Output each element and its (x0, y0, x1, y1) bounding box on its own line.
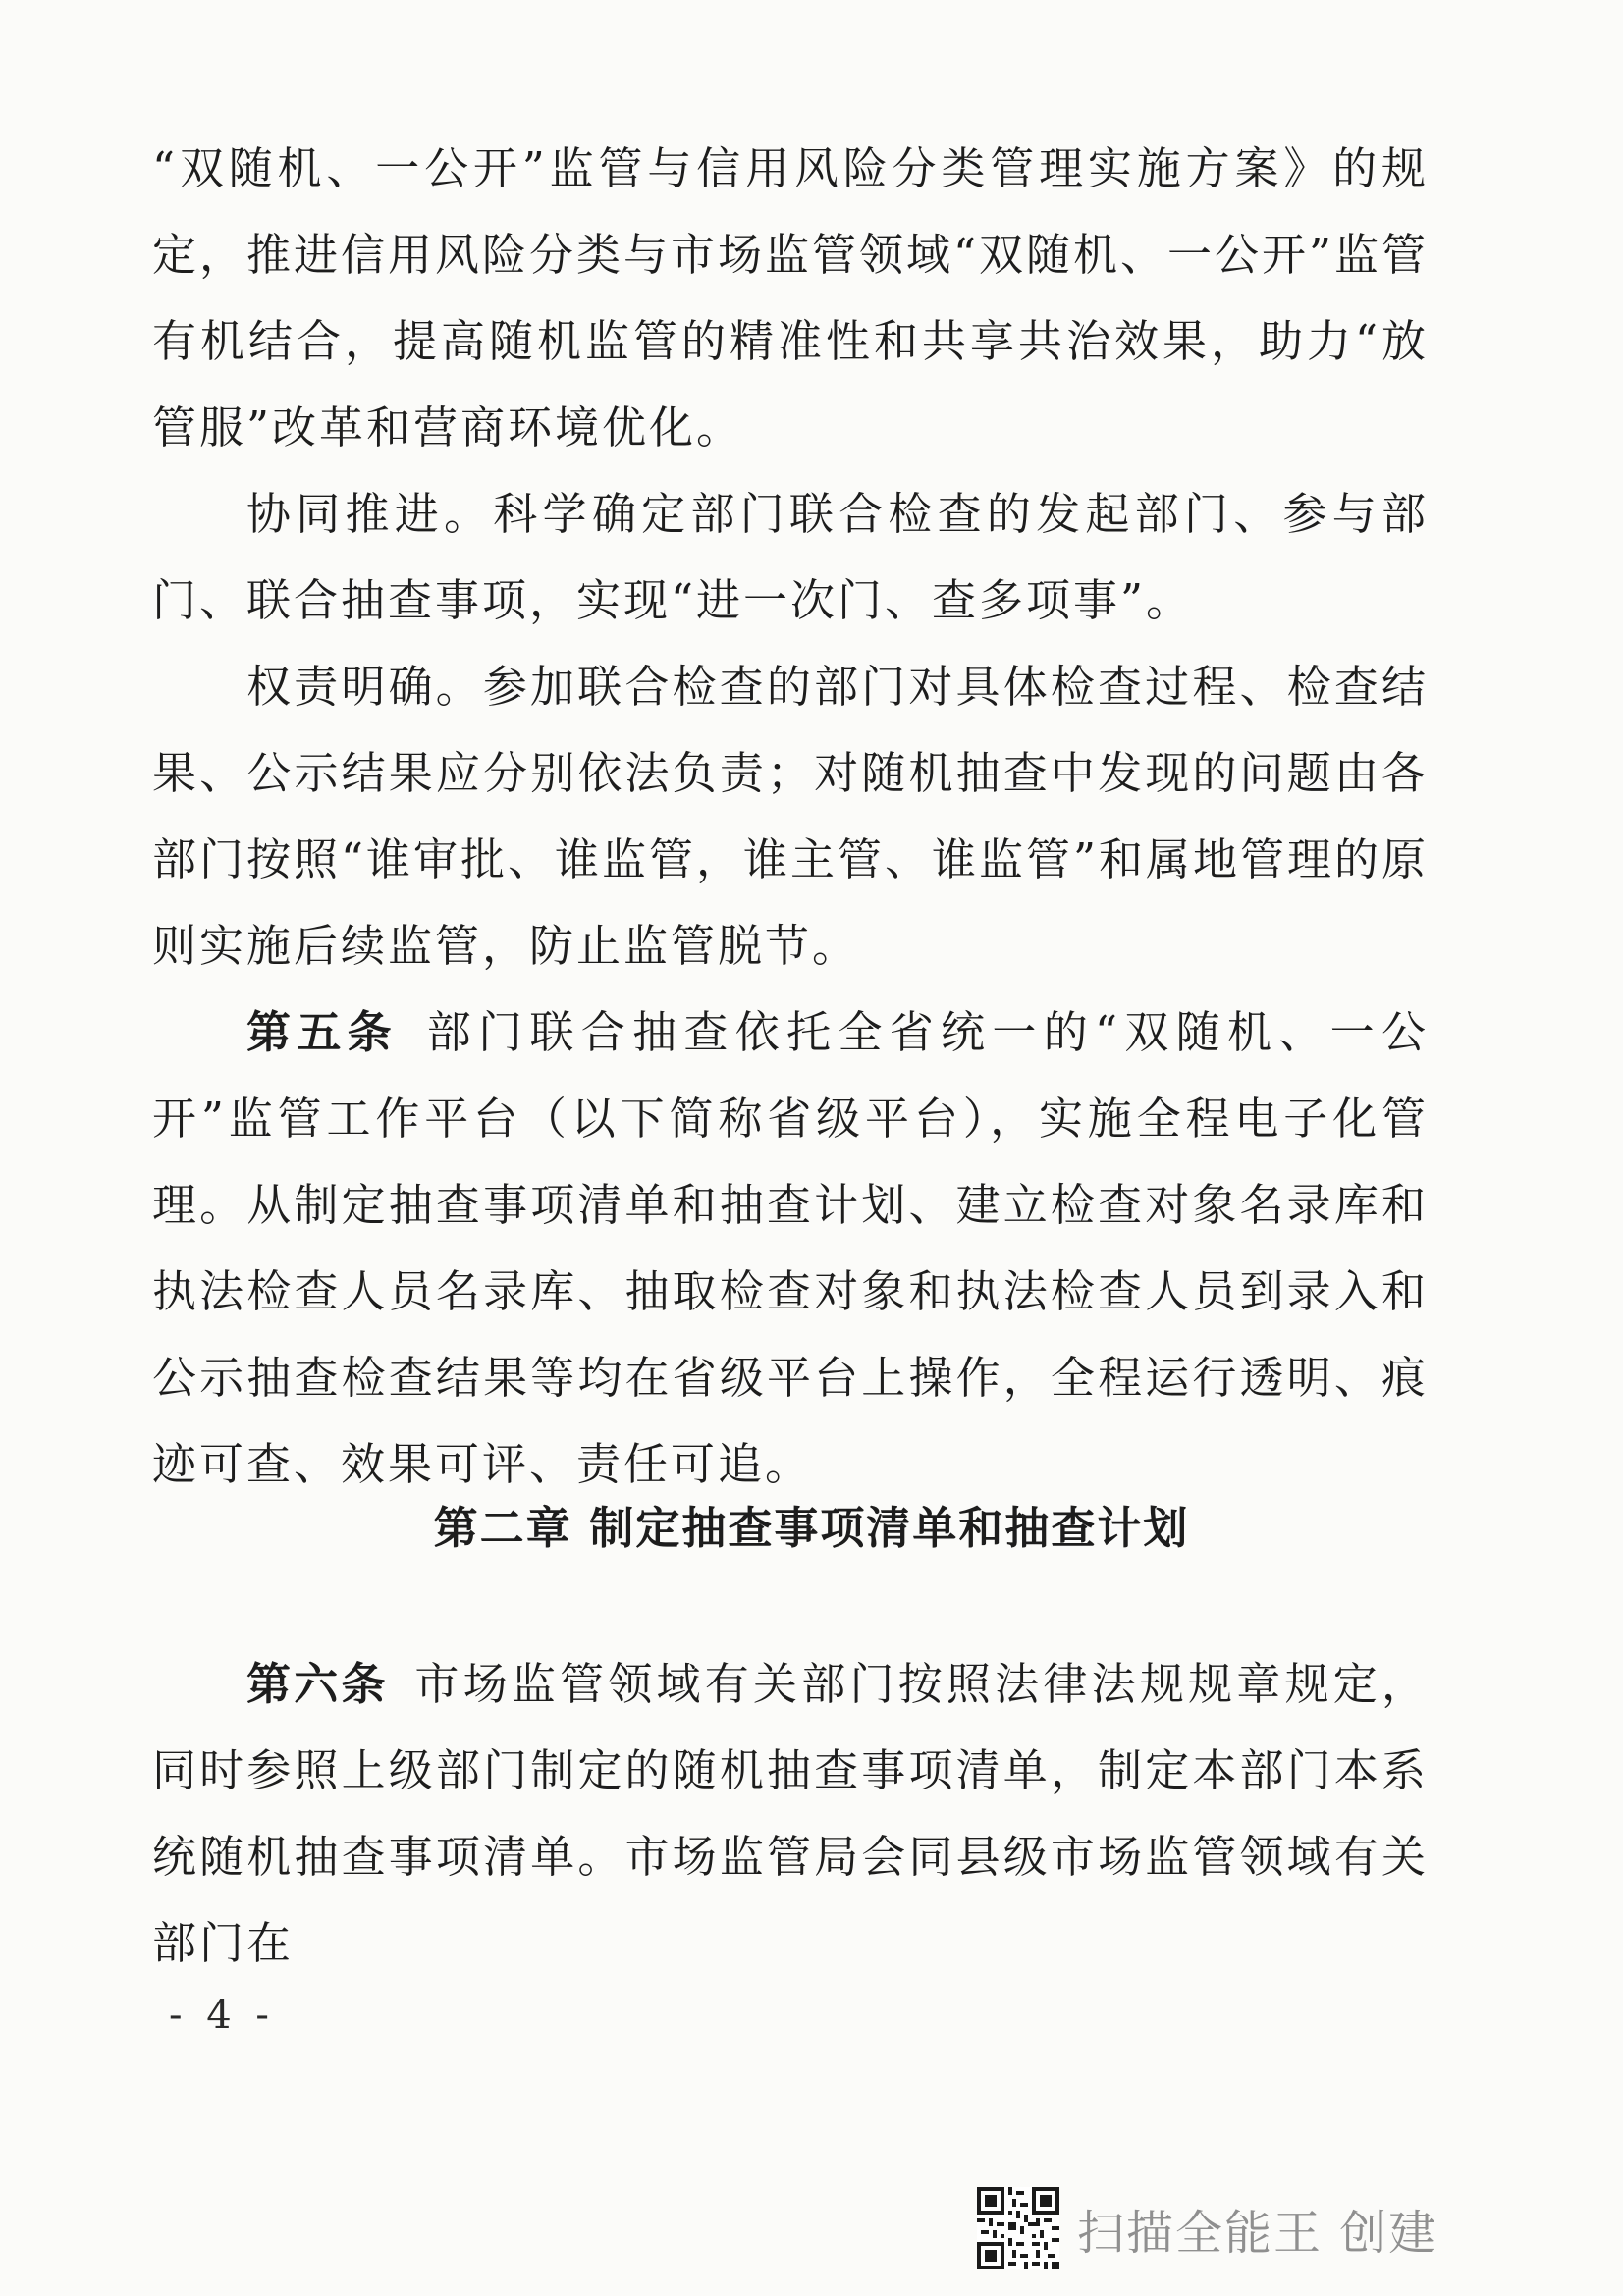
paragraph-1 (152, 126, 1429, 471)
document-body (152, 126, 1429, 1508)
chapter-heading: 第二章 制定抽查事项清单和抽查计划 (433, 1502, 1190, 1554)
article-5 (152, 989, 1429, 1508)
article-number: 第五条 (246, 1006, 398, 1058)
article-6 (152, 1641, 1429, 1987)
paragraph-3 (152, 644, 1429, 989)
page-number: - 4 - (169, 1993, 275, 2038)
scanner-watermark (977, 2187, 1437, 2269)
watermark-text: 扫描全能王 创建 (1077, 2205, 1438, 2261)
article-number: 第六条 (246, 1658, 389, 1710)
qr-code-icon (977, 2187, 1059, 2269)
paragraph-text: “双随机、一公开”监管与信用风险分类管理实施方案》的规定，推进信用风险分类与市场监管领域“双随机、一公开”监管有机结合，提高随机监管的精准性和共享共治效果，助力“放管服”改革和营商环境优化。 (152, 142, 1430, 454)
paragraph-text: 协同推进。科学确定部门联合检查的发起部门、参与部门、联合抽查事项，实现“进一次门、查多项事”。 (152, 488, 1429, 626)
paragraph-text: 权责明确。参加联合检查的部门对具体检查过程、检查结果、公示结果应分别依法负责；对随机抽查中发现的问题由各部门按照“谁审批、谁监管，谁主管、谁监管”和属地管理的原则实施后续监管，防止监管脱节。 (152, 661, 1430, 972)
paragraph-text: 市场监管领域有关部门按照法律法规规章规定，同时参照上级部门制定的随机抽查事项清单，制定本部门本系统随机抽查事项清单。市场监管局会同县级市场监管领域有关部门在 (152, 1658, 1429, 1969)
paragraph-2 (152, 471, 1429, 644)
document-body-continued (152, 1641, 1429, 1987)
paragraph-text: 部门联合抽查依托全省统一的“双随机、一公开”监管工作平台（以下简称省级平台），实施全程电子化管理。从制定抽查事项清单和抽查计划、建立检查对象名录库和执法检查人员名录库、抽取检查对象和执法检查人员到录入和公示抽查检查结果等均在省级平台上操作，全程运行透明、痕迹可查、效果可评、责任可追。 (152, 1006, 1429, 1490)
